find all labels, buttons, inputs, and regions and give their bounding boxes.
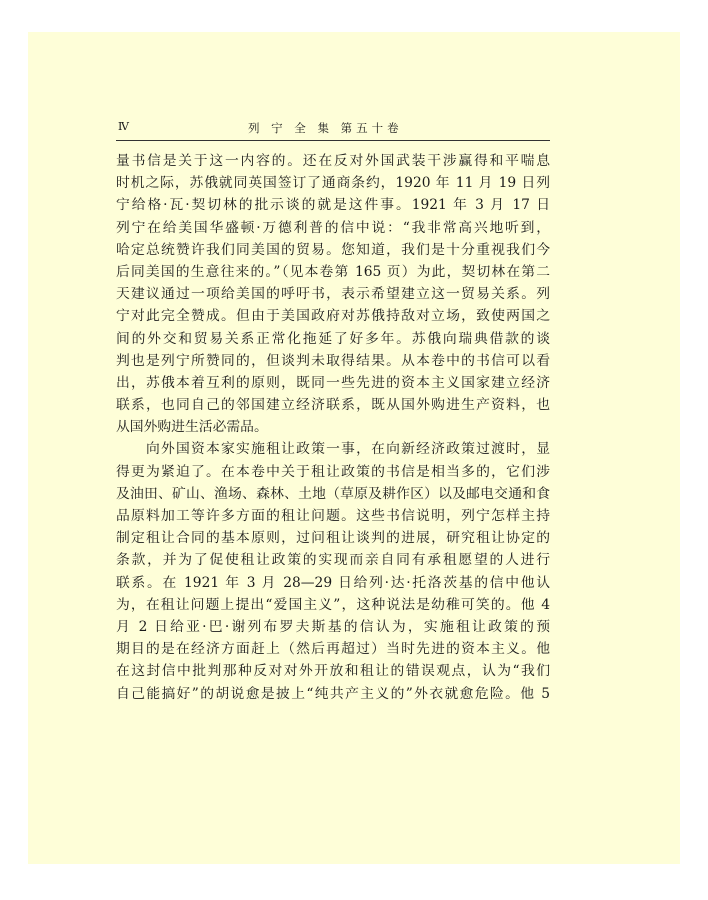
text-line: 条款，并为了促使租让政策的实现而亲自同有承租愿望的人进行 [116,552,550,569]
text-line: 月 2 日给亚·巴·谢列布罗夫斯基的信认为，实施租让政策的预 [116,618,550,635]
text-line: 量书信是关于这一内容的。还在反对外国武装干涉赢得和平喘息 [116,153,550,169]
text-line: 制定租让合同的基本原则，过问租让谈判的进展，研究租让协定的 [116,530,550,547]
page-number: Ⅳ [118,120,130,133]
text-line: 联系，也同自己的邻国建立经济联系，既从国外购进生产资料，也 [116,397,550,414]
page-header [118,118,548,138]
text-line: 期目的是在经济方面赶上（然后再超过）当时先进的资本主义。他 [116,641,550,658]
text-line: 判也是列宁所赞同的，但谈判未取得结果。从本卷中的书信可以看 [116,352,550,369]
text-line: 出，苏俄本着互利的原则，既同一些先进的资本主义国家建立经济 [116,374,550,391]
running-title: 列 宁 全 集 第五十卷 [248,121,403,135]
text-line: 在这封信中批判那种反对对外开放和租让的错误观点，认为“我们 [116,663,550,680]
text-line: 向外国资本家实施租让政策一事，在向新经济政策过渡时，显 [116,441,550,458]
text-line: 哈定总统赞许我们同美国的贸易。您知道，我们是十分重视我们今 [116,241,550,258]
header-rule [116,140,550,141]
text-line: 为，在租让问题上提出“爱国主义”，这种说法是幼稚可笑的。他 4 [116,596,550,613]
text-line: 得更为紧迫了。在本卷中关于租让政策的书信是相当多的，它们涉 [116,463,550,480]
body-text [116,150,550,705]
text-line: 从国外购进生活必需品。 [116,419,268,436]
text-line: 列宁在给美国华盛顿·万德利普的信中说：“我非常高兴地听到， [116,219,550,236]
text-line: 宁给格·瓦·契切林的批示谈的就是这件事。1921 年 3 月 17 日 [116,197,550,214]
text-line: 品原料加工等许多方面的租让问题。这些书信说明，列宁怎样主持 [116,508,550,524]
text-line: 联系。在 1921 年 3 月 28—29 日给列·达·托洛茨基的信中他认 [116,574,550,591]
text-line: 后同美国的生意往来的。”（见本卷第 165 页）为此，契切林在第二 [116,263,550,280]
text-line: 宁对此完全赞成。但由于美国政府对苏俄持敌对立场，致使两国之 [116,308,550,325]
text-line: 及油田、矿山、渔场、森林、土地（草原及耕作区）以及邮电交通和食 [116,485,550,502]
text-line: 间的外交和贸易关系正常化拖延了好多年。苏俄向瑞典借款的谈 [116,330,550,347]
text-line: 天建议通过一项给美国的呼吁书，表示希望建立这一贸易关系。列 [116,286,550,303]
text-line: 时机之际，苏俄就同英国签订了通商条约，1920 年 11 月 19 日列 [116,175,550,192]
text-line: 自己能搞好”的胡说愈是披上“纯共产主义的”外衣就愈危险。他 5 [116,685,550,702]
